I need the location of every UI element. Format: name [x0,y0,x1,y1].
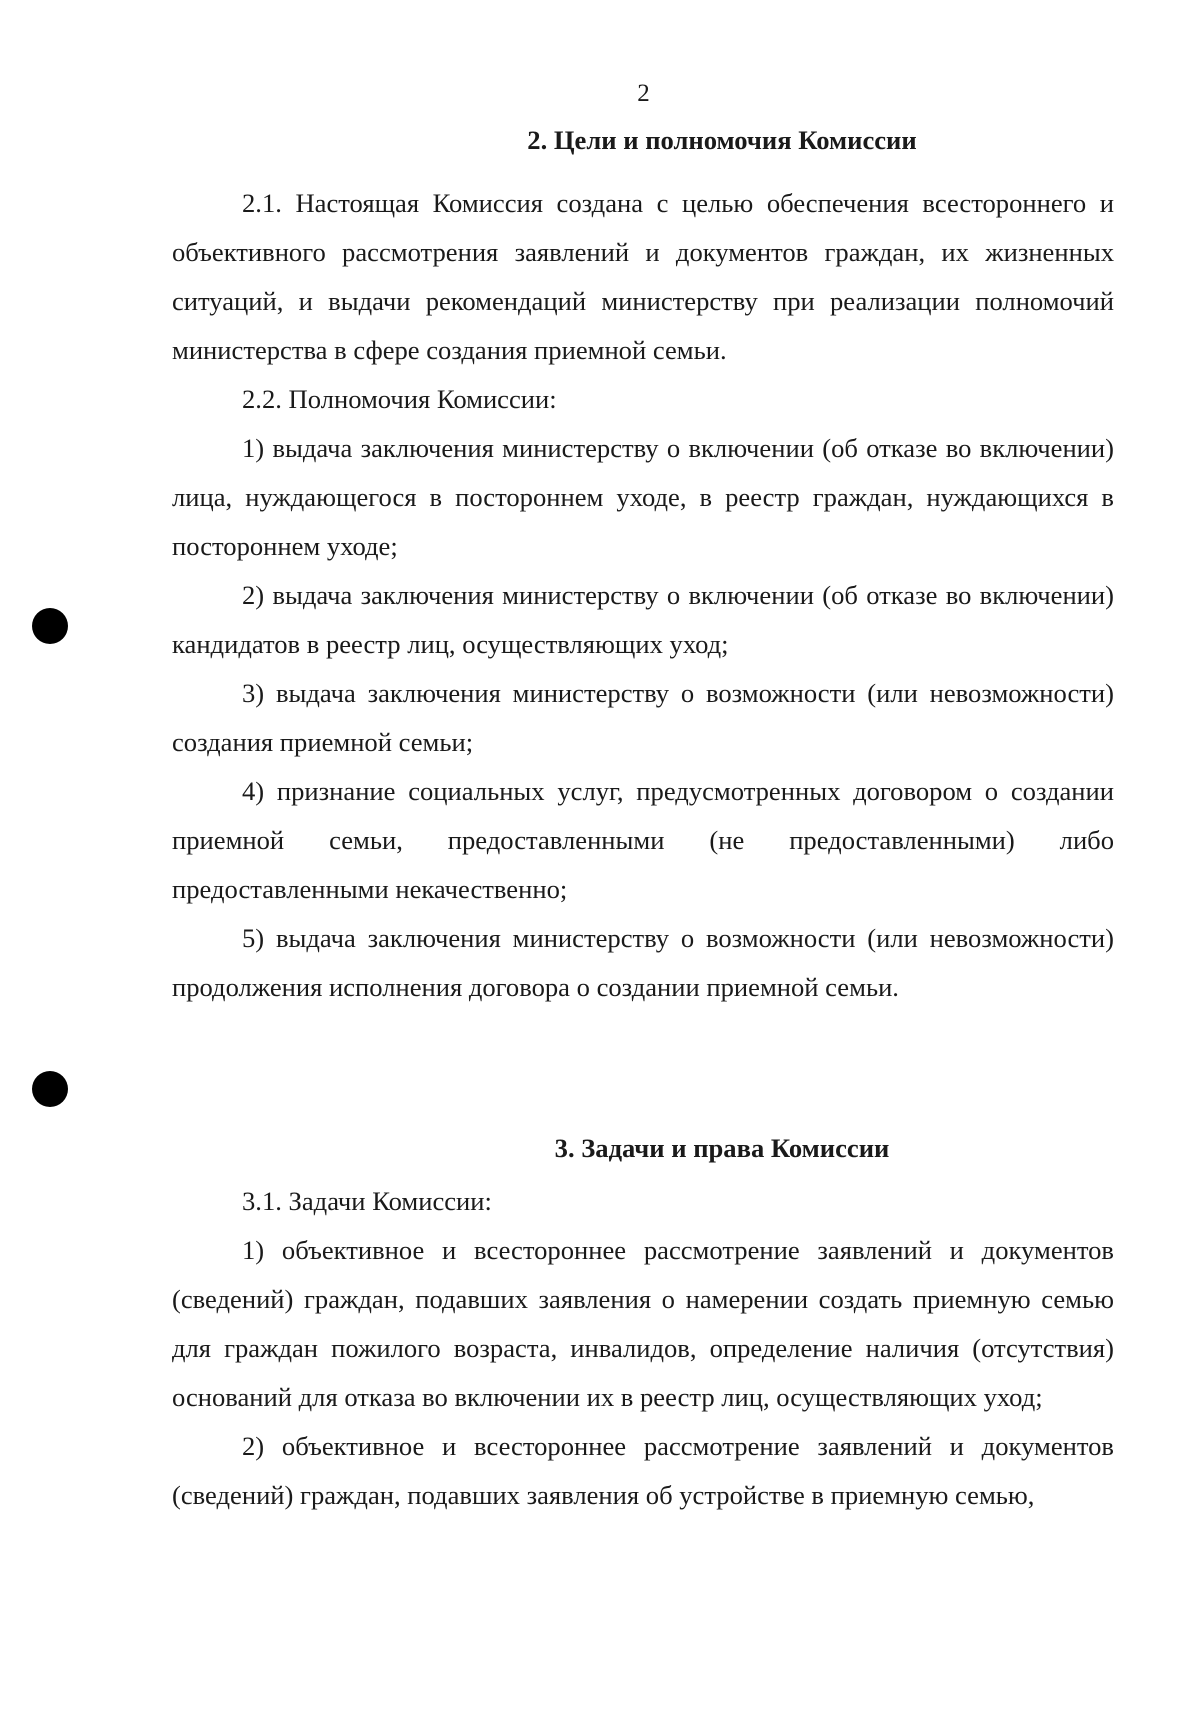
list-item-2-2-2: 2) выдача заключения министерству о включении (об отказе во включении) кандидатов в реестр лиц, осуществляющих уход; [172,580,1114,659]
list-item-3-1-1: 1) объективное и всестороннее рассмотрение заявлений и документов (сведений) граждан, подавших заявления о намерении создать приемную семью для граждан пожилого возраста, инвалидов, определение наличия (отсутствия) оснований для отказа во включении их в реестр лиц, осуществляющих уход; [172,1235,1114,1412]
list-item-2-2-4: 4) признание социальных услуг, предусмотренных договором о создании приемной семьи, предоставленными (не предоставленными) либо предоставленными некачественно; [172,776,1114,904]
page-number: 2 [637,80,650,107]
section-3 [172,1124,1114,1520]
section-2-heading: 2. Цели и полномочия Комиссии [527,125,917,155]
punch-hole-lower [32,1071,68,1107]
paragraph-2-1: 2.1. Настоящая Комиссия создана с целью обеспечения всестороннего и объективного рассмотрения заявлений и документов граждан, их жизненных ситуаций, и выдачи рекомендаций министерству при реализации полномочий министерства в сфере создания приемной семьи. [172,188,1114,365]
paragraph-3-1: 3.1. Задачи Комиссии: [242,1186,492,1216]
paragraph-2-2: 2.2. Полномочия Комиссии: [242,384,557,414]
section-2 [172,116,1114,1012]
list-item-2-2-3: 3) выдача заключения министерству о возможности (или невозможности) создания приемной семьи; [172,678,1114,757]
list-item-3-1-2: 2) объективное и всестороннее рассмотрение заявлений и документов (сведений) граждан, подавших заявления об устройстве в приемную семью, [172,1431,1114,1510]
list-item-2-2-5: 5) выдача заключения министерству о возможности (или невозможности) продолжения исполнения договора о создании приемной семьи. [172,923,1114,1002]
list-item-2-2-1: 1) выдача заключения министерству о включении (об отказе во включении) лица, нуждающегося в постороннем уходе, в реестр граждан, нуждающихся в постороннем уходе; [172,433,1114,561]
section-3-heading: 3. Задачи и права Комиссии [554,1133,890,1163]
punch-hole-upper [32,608,68,644]
